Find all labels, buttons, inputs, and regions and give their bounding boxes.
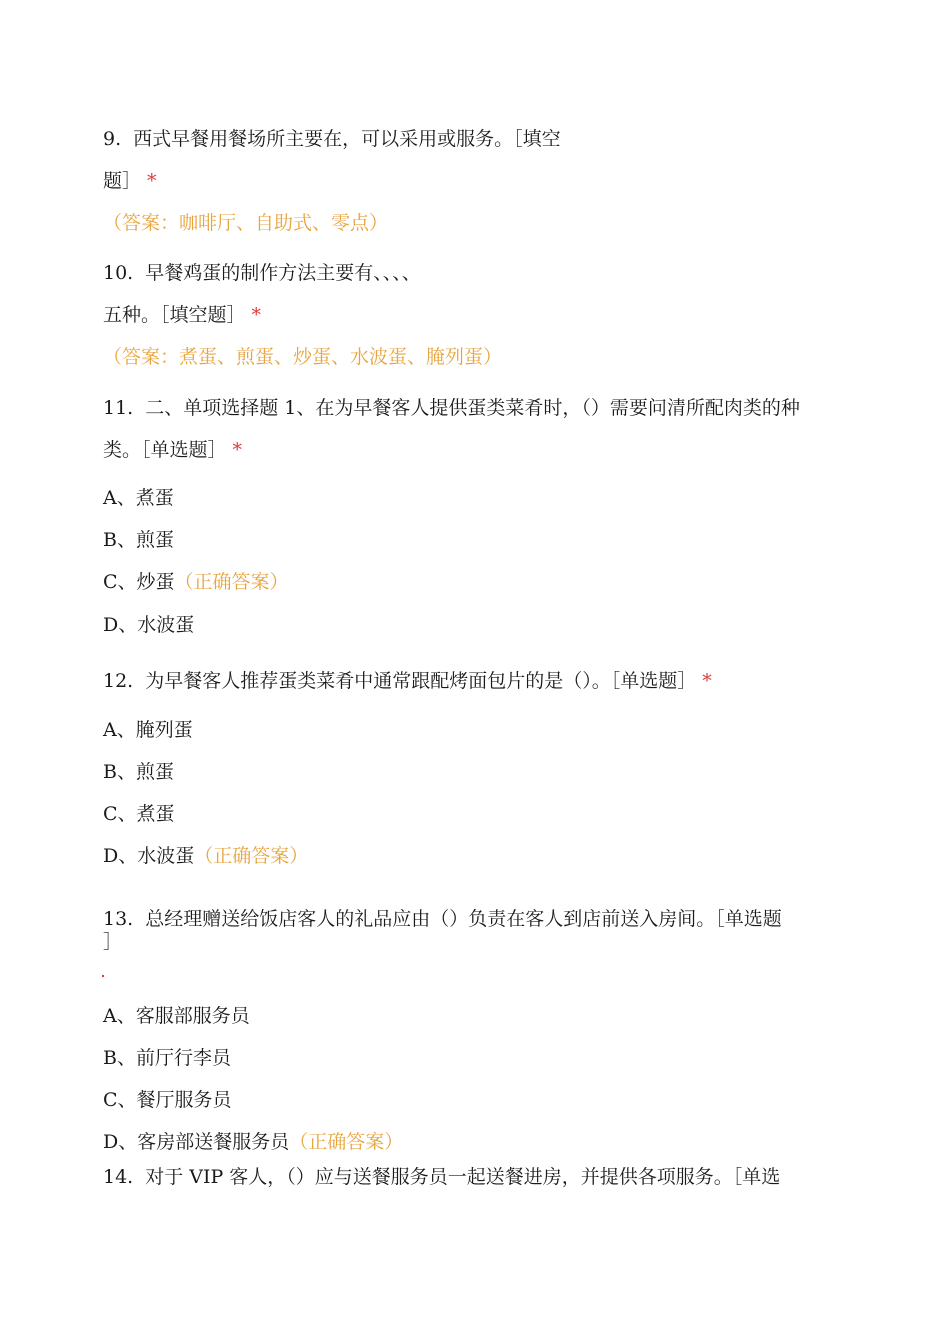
option-c: C、煮蛋: [103, 803, 175, 825]
required-dot: [102, 975, 104, 977]
required-star: *: [232, 439, 243, 461]
question-number: 11.: [103, 397, 134, 419]
option-a: A、客服部服务员: [103, 1005, 250, 1027]
question-text: 西式早餐用餐场所主要在，可以采用或服务。［填空: [133, 128, 561, 150]
option-c: [103, 573, 289, 592]
question-number: 10.: [103, 262, 134, 284]
question-number: 13.: [103, 908, 134, 930]
question-10-answer: （答案：煮蛋、煎蛋、炒蛋、水波蛋、腌列蛋）: [103, 346, 503, 368]
question-14-line-1: [103, 1168, 780, 1187]
option-text: C、炒蛋: [103, 571, 175, 593]
question-9-answer: （答案：咖啡厅、自助式、零点）: [103, 212, 389, 234]
question-11-line-1: [103, 399, 800, 418]
question-10-line-1: [103, 264, 421, 283]
question-13-line-2: ］: [103, 931, 123, 953]
correct-answer-mark: （正确答案）: [174, 571, 289, 593]
question-11-line-2: [103, 441, 242, 460]
option-c: C、餐厅服务员: [103, 1089, 232, 1111]
option-d: D、水波蛋: [103, 614, 195, 636]
question-text: 总经理赠送给饭店客人的礼品应由（）负责在客人到店前送入房间。［单选题: [145, 908, 782, 930]
question-text: 类。［单选题］: [103, 439, 227, 461]
option-text: D、客房部送餐服务员: [103, 1131, 290, 1153]
option-b: B、煎蛋: [103, 529, 174, 551]
option-text: D、水波蛋: [103, 845, 195, 867]
question-text: 早餐鸡蛋的制作方法主要有、、、、: [145, 262, 421, 284]
option-b: B、煎蛋: [103, 761, 174, 783]
question-text: 二、单项选择题 1、在为早餐客人提供蛋类菜肴时，（）需要问清所配肉类的种: [145, 397, 800, 419]
option-b: B、前厅行李员: [103, 1047, 231, 1069]
question-13-line-1: [103, 910, 782, 929]
question-number: 9.: [103, 128, 122, 150]
question-9-line-2: [103, 172, 157, 191]
question-10-line-2: [103, 306, 261, 325]
question-text: 对于 VIP 客人，（）应与送餐服务员一起送餐进房，并提供各项服务。［单选: [145, 1166, 781, 1188]
required-star: *: [147, 170, 157, 192]
correct-answer-mark: （正确答案）: [194, 845, 309, 867]
option-a: A、腌列蛋: [103, 719, 193, 741]
correct-answer-mark: （正确答案）: [289, 1131, 404, 1153]
question-12-line-1: [103, 672, 712, 691]
required-star: *: [702, 670, 712, 692]
question-text: 五种。［填空题］: [103, 304, 246, 326]
option-a: A、煮蛋: [103, 487, 174, 509]
question-9-line-1: [103, 130, 561, 149]
option-d: [103, 1133, 403, 1152]
required-star: *: [251, 304, 262, 326]
option-d: [103, 847, 308, 866]
question-text: 题］: [103, 170, 142, 192]
question-number: 12.: [103, 670, 134, 692]
question-text: 为早餐客人推荐蛋类菜肴中通常跟配烤面包片的是（）。［单选题］: [145, 670, 697, 692]
question-number: 14.: [103, 1166, 134, 1188]
